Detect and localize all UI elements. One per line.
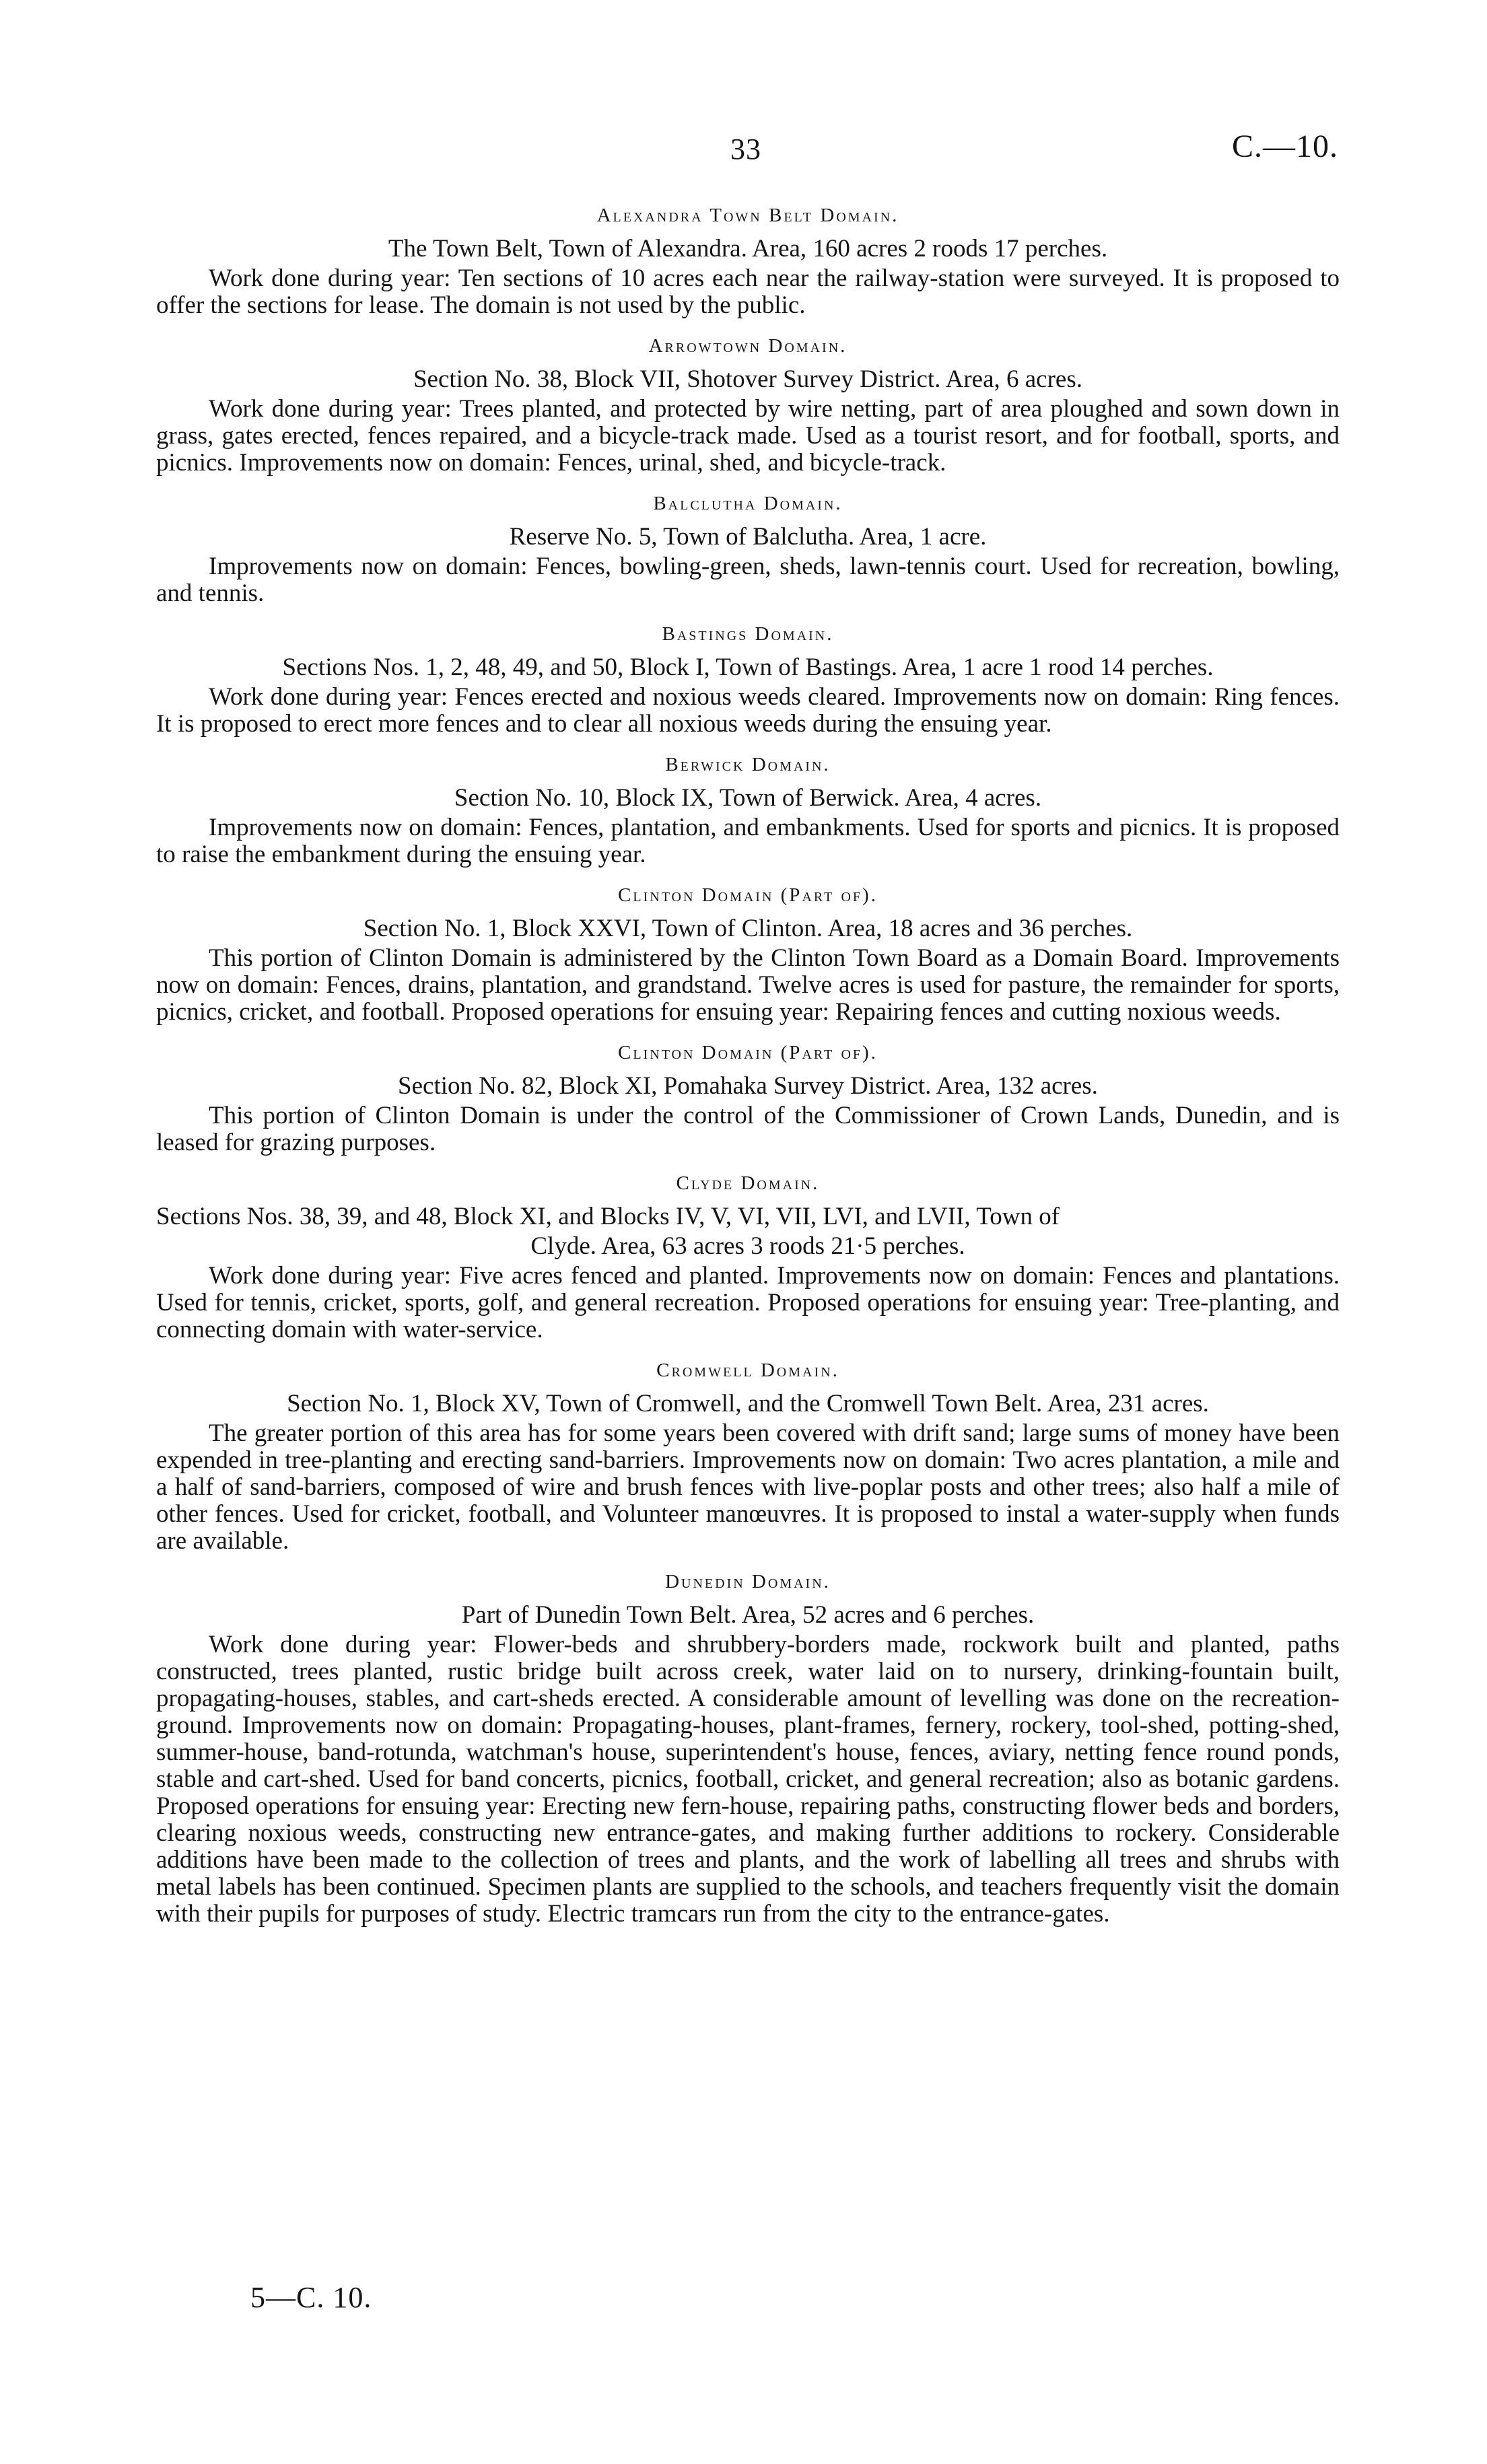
domain-section-bastings — [156, 621, 1340, 738]
section-body: The greater portion of this area has for some years been covered with drift sand; large sums of money have been expended in tree-planting and erecting sand-barriers. Improvements now on domain: Two acres plantation, a mile and a half of sand-barriers, composed of wire and brush fences with live-poplar posts and other trees; also half a mile of other fences. Used for cricket, football, and Volunteer manœuvres. It is proposed to instal a water-supply when funds are available. — [156, 1419, 1340, 1555]
section-heading: Cromwell Domain. — [656, 1360, 839, 1381]
legal-description — [156, 1202, 1340, 1261]
legal-description: Reserve No. 5, Town of Balclutha. Area, 1 acre. — [509, 523, 987, 551]
section-body: This portion of Clinton Domain is administered by the Clinton Town Board as a Domain Board. Improvements now on domain: Fences, drains, plantation, and grandstand. Twelve acres is used for pasture, the remainder for sports, picnics, cricket, and football. Proposed operations for ensuing year: Repairing fences and cutting noxious weeds. — [156, 944, 1340, 1026]
legal-description: Section No. 1, Block XXVI, Town of Clinton. Area, 18 acres and 36 perches. — [363, 915, 1133, 942]
section-heading: Clyde Domain. — [676, 1172, 820, 1194]
page-content — [156, 202, 1340, 1941]
section-heading: Alexandra Town Belt Domain. — [596, 205, 899, 226]
page-number: 33 — [730, 133, 761, 166]
section-heading: Arrowtown Domain. — [648, 335, 848, 357]
section-body: Work done during year: Trees planted, and protected by wire netting, part of area ploughed and sown down in grass, gates erected, fences repaired, and a bicycle-track made. Used as a tourist resort, and for football, sports, and picnics. Improvements now on domain: Fences, urinal, shed, and bicycle-track. — [156, 395, 1340, 477]
section-heading: Balclutha Domain. — [653, 493, 843, 514]
legal-description-line: Sections Nos. 38, 39, and 48, Block XI, and Blocks IV, V, VI, VII, LVI, and LVII, Town of — [156, 1203, 1060, 1230]
section-heading: Berwick Domain. — [665, 754, 831, 775]
legal-description: Section No. 82, Block XI, Pomahaka Survey District. Area, 132 acres. — [398, 1072, 1098, 1100]
section-body: Improvements now on domain: Fences, bowling-green, sheds, lawn-tennis court. Used for recreation, bowling, and tennis. — [156, 553, 1340, 607]
section-heading: Clinton Domain (Part of). — [618, 1042, 878, 1063]
section-body: Improvements now on domain: Fences, plantation, and embankments. Used for sports and picnics. It is proposed to raise the embankment during the ensuing year. — [156, 814, 1340, 868]
legal-description: Sections Nos. 1, 2, 48, 49, and 50, Block I, Town of Bastings. Area, 1 acre 1 rood 14 perches. — [282, 654, 1214, 681]
domain-section-arrowtown — [156, 332, 1340, 477]
document-reference: C.—10. — [1232, 129, 1339, 164]
legal-description: Section No. 10, Block IX, Town of Berwick. Area, 4 acres. — [454, 784, 1042, 812]
section-heading: Clinton Domain (Part of). — [618, 884, 878, 906]
legal-description-continuation: Clyde. Area, 63 acres 3 roods 21·5 perches. — [530, 1232, 965, 1260]
section-body: Work done during year: Ten sections of 10 acres each near the railway-station were surveyed. It is proposed to offer the sections for lease. The domain is not used by the public. — [156, 265, 1340, 319]
section-body: Work done during year: Fences erected and noxious weeds cleared. Improvements now on domain: Ring fences. It is proposed to erect more fences and to clear all noxious weeds during the ensuing year. — [156, 683, 1340, 738]
domain-section-clinton-2 — [156, 1039, 1340, 1156]
domain-section-clyde — [156, 1170, 1340, 1343]
section-body: Work done during year: Five acres fenced and planted. Improvements now on domain: Fences and plantations. Used for tennis, cricket, sports, golf, and general recreation. Proposed operations for ensuing year: Tree-planting, and connecting domain with water-service. — [156, 1262, 1340, 1343]
legal-description: Part of Dunedin Town Belt. Area, 52 acres and 6 perches. — [461, 1601, 1035, 1629]
domain-section-cromwell — [156, 1357, 1340, 1555]
domain-section-berwick — [156, 751, 1340, 868]
legal-description: Section No. 1, Block XV, Town of Cromwell, and the Cromwell Town Belt. Area, 231 acres. — [287, 1390, 1209, 1417]
signature-reference: 5—C. 10. — [250, 2281, 372, 2314]
legal-description: Section No. 38, Block VII, Shotover Survey District. Area, 6 acres. — [413, 365, 1082, 393]
section-body: Work done during year: Flower-beds and shrubbery-borders made, rockwork built and planted, paths constructed, trees planted, rustic bridge built across creek, water laid on to nursery, drinking-fountain built, propagating-houses, stables, and cart-sheds erected. A considerable amount of levelling was done on the recreation-ground. Improvements now on domain: Propagating-houses, plant-frames, fernery, rockery, tool-shed, potting-shed, summer-house, band-rotunda, watchman's house, superintendent's house, fences, aviary, netting fence round ponds, stable and cart-shed. Used for band concerts, picnics, football, cricket, and general recreation; also as botanic gardens. Proposed operations for ensuing year: Erecting new fern-house, repairing paths, constructing flower beds and borders, clearing noxious weeds, constructing new entrance-gates, and making further additions to rockery. Considerable additions have been made to the collection of trees and plants, and the work of labelling all trees and shrubs with metal labels has been continued. Specimen plants are supplied to the schools, and teachers frequently visit the domain with their pupils for purposes of study. Electric tramcars run from the city to the entrance-gates. — [156, 1631, 1340, 1928]
legal-description: The Town Belt, Town of Alexandra. Area, 160 acres 2 roods 17 perches. — [388, 235, 1108, 262]
section-heading: Bastings Domain. — [662, 623, 834, 645]
domain-section-alexandra — [156, 202, 1340, 319]
domain-section-balclutha — [156, 490, 1340, 607]
section-heading: Dunedin Domain. — [665, 1571, 831, 1592]
domain-section-clinton-1 — [156, 882, 1340, 1026]
domain-section-dunedin — [156, 1568, 1340, 1928]
section-body: This portion of Clinton Domain is under the control of the Commissioner of Crown Lands, Dunedin, and is leased for grazing purposes. — [156, 1102, 1340, 1156]
